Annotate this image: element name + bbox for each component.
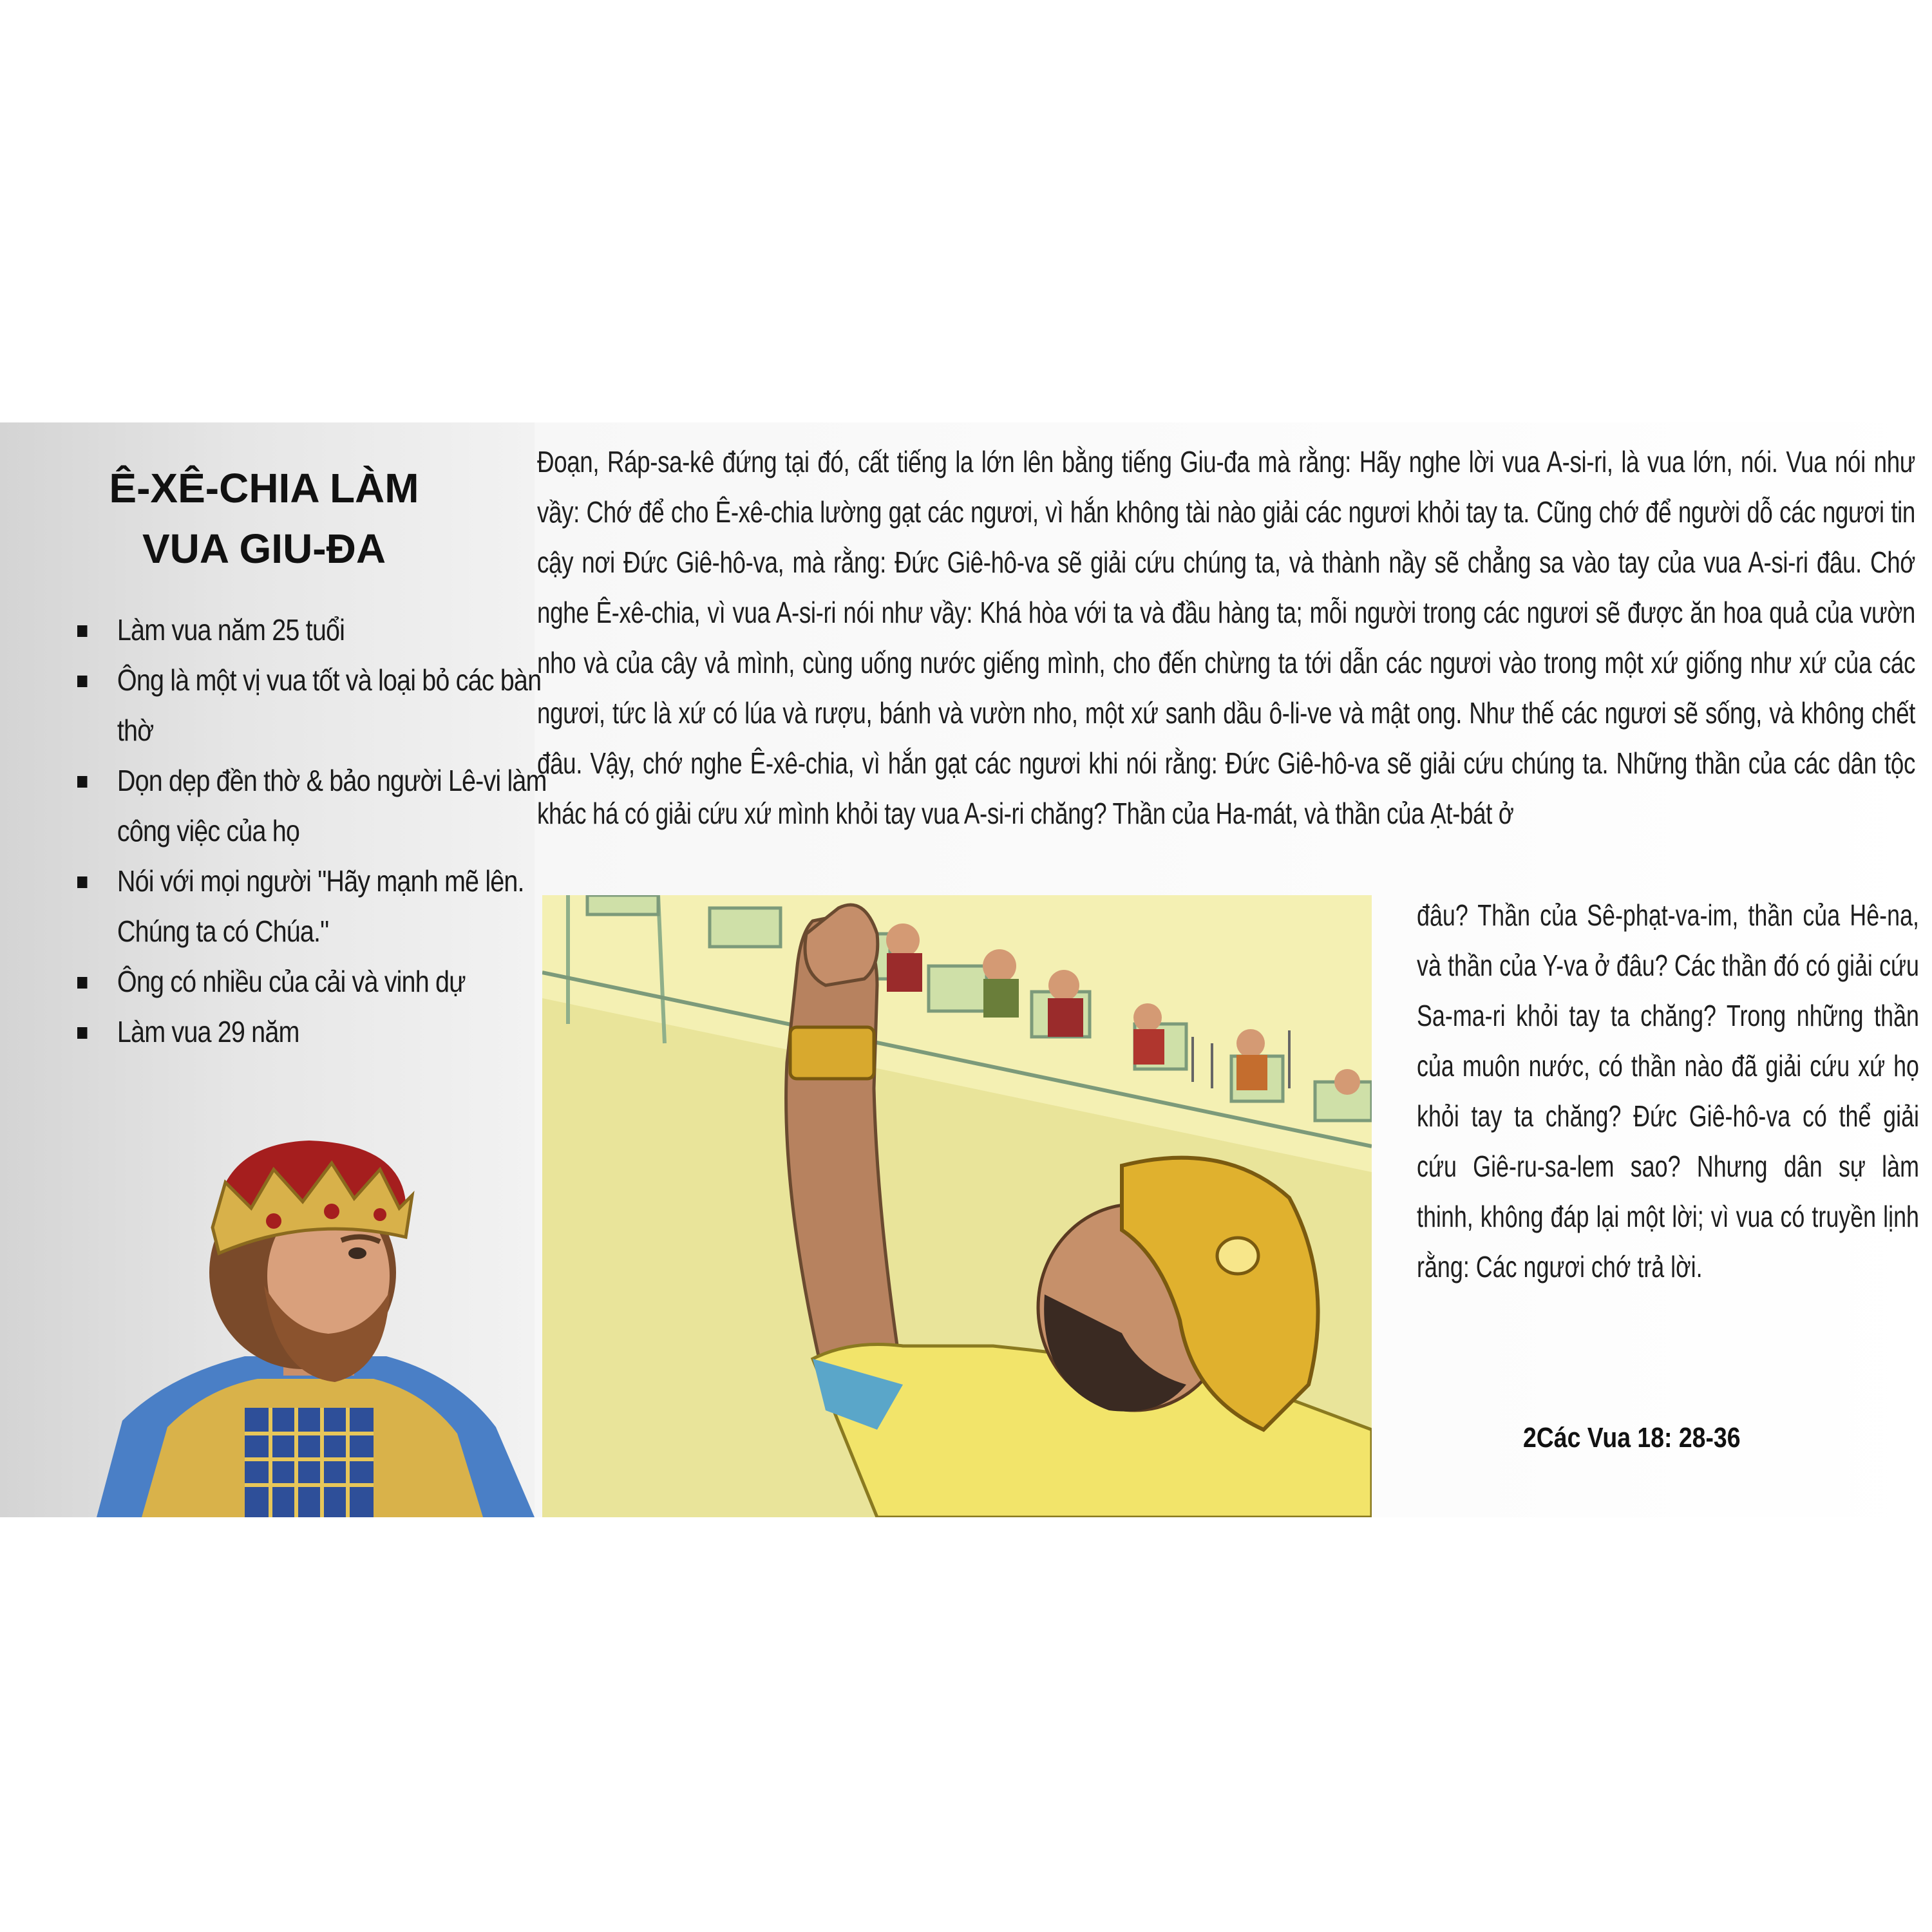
king-portrait-image xyxy=(97,1124,535,1517)
slide-title xyxy=(39,458,489,579)
rabshakeh-illustration-image xyxy=(542,895,1372,1517)
fact-list xyxy=(77,605,547,1057)
passage-continued: đâu? Thần của Sê-phạt-va-im, thần của Hê-na, và thần của Y-va ở đâu? Các thần đó có giải cứu Sa-ma-ri khỏi tay ta chăng? Trong những thần của muôn nước, có thần nào đã giải cứu xứ họ khỏi tay ta chăng? Đức Giê-hô-va có thể giải cứu Giê-ru-sa-lem sao? Nhưng dân sự làm thinh, không đáp lại một lời; vì vua có truyền lịnh rằng: Các ngươi chớ trả lời. xyxy=(1417,898,1919,1283)
list-item: Ông là một vị vua tốt và loại bỏ các bàn thờ xyxy=(77,655,549,755)
list-item: Ông có nhiều của cải và vinh dự xyxy=(77,956,549,1007)
list-item: Dọn dẹp đền thờ & bảo người Lê-vi làm công việc của họ xyxy=(77,755,549,856)
scripture-reference: 2Các Vua 18: 28-36 xyxy=(1523,1422,1741,1454)
scripture-passage xyxy=(537,437,1915,838)
slide xyxy=(0,422,1932,1517)
scripture-passage-continued xyxy=(1417,890,1919,1292)
list-item: Nói với mọi người "Hãy mạnh mẽ lên. Chúng ta có Chúa." xyxy=(77,856,549,956)
list-item: Làm vua 29 năm xyxy=(77,1007,549,1057)
title-line-2: VUA GIU-ĐA xyxy=(142,526,386,572)
sidebar-panel xyxy=(0,422,547,1517)
title-line-1: Ê-XÊ-CHIA LÀM xyxy=(109,465,419,511)
list-item: Làm vua năm 25 tuổi xyxy=(77,605,549,655)
passage-main: Đoạn, Ráp-sa-kê đứng tại đó, cất tiếng la lớn lên bằng tiếng Giu-đa mà rằng: Hãy nghe lời vua A-si-ri, là vua lớn, nói. Vua nói như vầy: Chớ để cho Ê-xê-chia lường gạt các ngươi, vì hắn không tài nào giải các ngươi khỏi tay ta. Cũng chớ để người dỗ các ngươi tin cậy nơi Đức Giê-hô-va, mà rằng: Đức Giê-hô-va sẽ giải cứu chúng ta, và thành nầy sẽ chẳng sa vào tay của vua A-si-ri đâu. Chớ nghe Ê-xê-chia, vì vua A-si-ri nói như vầy: Khá hòa với ta và đầu hàng ta; mỗi người trong các ngươi sẽ được ăn hoa quả của vườn nho và của cây vả mình, cùng uống nước giếng mình, cho đến chừng ta tới dẫn các ngươi vào trong một xứ giống như xứ của các ngươi, tức là xứ có lúa và rượu, bánh và vườn nho, một xứ sanh dầu ô-li-ve và mật ong. Như thế các ngươi sẽ sống, và không chết đâu. Vậy, chớ nghe Ê-xê-chia, vì hắn gạt các ngươi khi nói rằng: Đức Giê-hô-va sẽ giải cứu chúng ta. Những thần của các dân tộc khác há có giải cứu xứ mình khỏi tay vua A-si-ri chăng? Thần của Ha-mát, và thần của Ạt-bát ở xyxy=(537,445,1915,830)
